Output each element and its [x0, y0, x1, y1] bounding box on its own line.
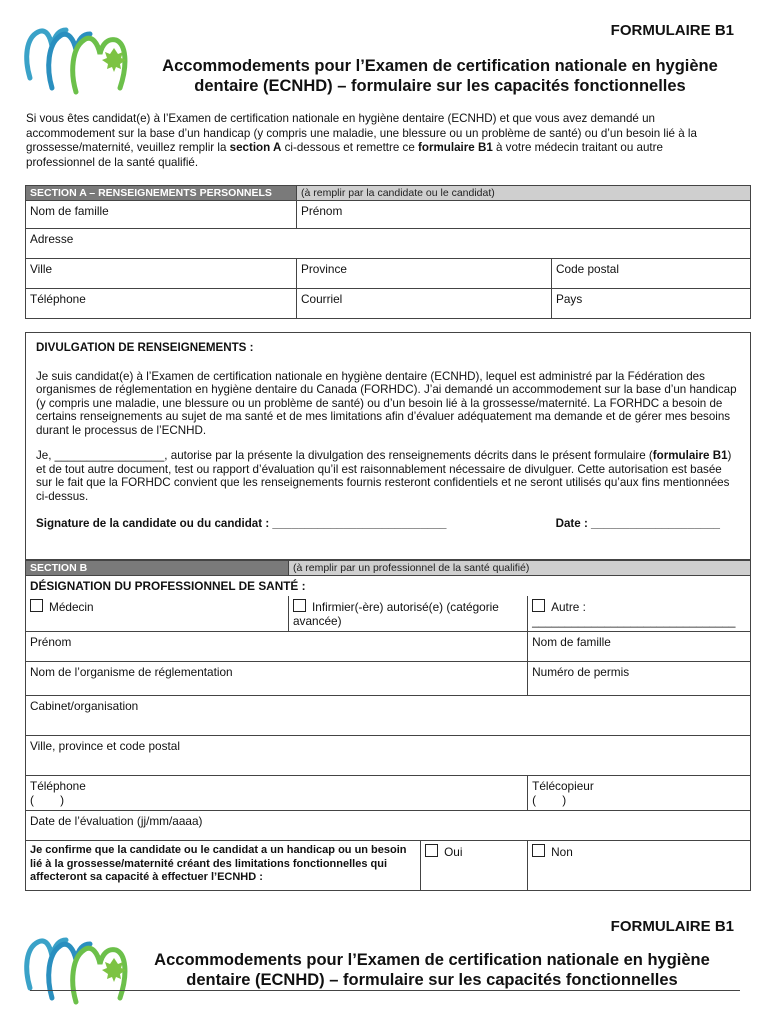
divulgation-heading: DIVULGATION DE RENSEIGNEMENTS : — [36, 341, 254, 354]
divulgation-form-b1: formulaire B1 — [652, 449, 728, 462]
adresse-field[interactable] — [26, 229, 751, 259]
courriel-field[interactable] — [297, 289, 552, 319]
prenom-field[interactable] — [297, 201, 751, 229]
prenom-label: Prénom — [301, 204, 343, 218]
tooth-maple-logo-page-2 — [22, 928, 146, 1006]
section-a-note: (à remplir par la candidate ou le candidat) — [297, 186, 751, 201]
intro-text-3: à votre médecin traitant ou autre professionnel de la santé qualifié. — [26, 141, 663, 169]
courriel-label: Courriel — [301, 292, 343, 306]
adresse-label: Adresse — [30, 232, 74, 246]
non-label: Non — [551, 845, 573, 859]
oui-label: Oui — [444, 845, 463, 859]
title-line-2: dentaire (ECNHD) – formulaire sur les capacités fonctionnelles — [194, 77, 686, 95]
medecin-label: Médecin — [49, 600, 94, 614]
oui-checkbox[interactable] — [425, 844, 438, 857]
cabinet-field[interactable] — [26, 696, 751, 736]
ville-label: Ville — [30, 262, 53, 276]
organisme-field[interactable] — [26, 662, 528, 696]
section-a-table — [25, 185, 751, 319]
ville-province-label: Ville, province et code postal — [30, 739, 180, 753]
form-id-page-2: FORMULAIRE B1 — [610, 918, 734, 935]
ville-field[interactable] — [26, 259, 297, 289]
organisme-label: Nom de l’organisme de réglementation — [30, 665, 233, 679]
infirmier-checkbox[interactable] — [293, 599, 306, 612]
option-oui[interactable] — [421, 841, 528, 891]
telecopieur-area: ( ) — [532, 793, 567, 807]
ville-province-field[interactable] — [26, 736, 751, 776]
section-b-table — [25, 560, 751, 891]
pays-field[interactable] — [552, 289, 751, 319]
b-telephone-label: Téléphone — [30, 779, 86, 793]
autre-label: Autre : _______________________________ — [532, 600, 736, 628]
telecopieur-label: Télécopieur — [532, 779, 594, 793]
b-prenom-field[interactable] — [26, 632, 528, 662]
b-telephone-field[interactable] — [26, 776, 528, 811]
b-prenom-label: Prénom — [30, 635, 72, 649]
divulgation-para-2a: Je, _________________, autorise par la présente la divulgation des renseignements décrits dans le présent formulaire ( — [36, 449, 653, 462]
title-line-1: Accommodements pour l’Examen de certification nationale en hygiène — [162, 57, 718, 75]
signature-row — [36, 517, 740, 531]
title-line-2-page-2: dentaire (ECNHD) – formulaire sur les capacités fonctionnelles — [186, 971, 678, 989]
medecin-checkbox[interactable] — [30, 599, 43, 612]
province-label: Province — [301, 262, 347, 276]
confirm-statement: Je confirme que la candidate ou le candidat a un handicap ou un besoin lié à la grossesse/maternité créant des limitations fonctionnelles qui affecteront sa capacité à effectuer l’ECNHD : — [26, 841, 421, 891]
intro-text-2: ci-dessous et remettre ce — [284, 141, 415, 154]
b-nom-famille-field[interactable] — [528, 632, 751, 662]
intro-form-b1: formulaire B1 — [418, 141, 493, 154]
divulgation-para-1: Je suis candidat(e) à l’Examen de certification nationale en hygiène dentaire (ECNHD), lequel est administré par la Fédération des organismes de réglementation en hygiène dentaire du Canada (FORHDC). J’ai demandé un accommodement sur la base d’un handicap (y compris une maladie, une blessure ou un problème de santé) ou d’un besoin lié à la grossesse/maternité. La FORHDC a besoin de certains renseignements au sujet de ma santé et de mes limitations afin d’évaluer adéquatement ma demande et de gérer mes besoins durant le processus de l’ECNHD. — [36, 369, 737, 437]
infirmier-label: Infirmier(-ère) autorisé(e) (catégorie avancée) — [293, 600, 499, 628]
option-medecin[interactable] — [26, 596, 289, 632]
section-b-note: (à remplir par un professionnel de la santé qualifié) — [289, 561, 751, 576]
pays-label: Pays — [556, 292, 583, 306]
permis-label: Numéro de permis — [532, 665, 630, 679]
b-telephone-area: ( ) — [30, 793, 65, 807]
province-field[interactable] — [297, 259, 552, 289]
intro-paragraph — [26, 112, 722, 170]
divulgation-para-2 — [36, 449, 740, 503]
intro-section-a: section A — [229, 141, 282, 154]
document-title-page-2 — [132, 950, 732, 990]
telephone-label: Téléphone — [30, 292, 86, 306]
tooth-maple-logo — [22, 18, 146, 96]
nom-famille-field[interactable] — [26, 201, 297, 229]
nom-famille-label: Nom de famille — [30, 204, 109, 218]
date-evaluation-label: Date de l’évaluation (jj/mm/aaaa) — [30, 814, 203, 828]
title-underline — [30, 990, 740, 991]
non-checkbox[interactable] — [532, 844, 545, 857]
designation-heading: DÉSIGNATION DU PROFESSIONNEL DE SANTÉ : — [26, 576, 751, 597]
divulgation-box — [25, 332, 751, 560]
telephone-field[interactable] — [26, 289, 297, 319]
option-infirmier[interactable] — [289, 596, 528, 632]
telecopieur-field[interactable] — [528, 776, 751, 811]
document-title — [140, 56, 740, 96]
code-postal-field[interactable] — [552, 259, 751, 289]
cabinet-label: Cabinet/organisation — [30, 699, 139, 713]
b-nom-famille-label: Nom de famille — [532, 635, 611, 649]
code-postal-label: Code postal — [556, 262, 619, 276]
section-a-heading: SECTION A – RENSEIGNEMENTS PERSONNELS — [26, 186, 297, 201]
section-b-heading: SECTION B — [26, 561, 289, 576]
signature-line[interactable]: Signature de la candidate ou du candidat : ___________________________ — [36, 517, 447, 530]
title-line-1-page-2: Accommodements pour l’Examen de certification nationale en hygiène — [154, 951, 710, 969]
permis-field[interactable] — [528, 662, 751, 696]
option-non[interactable] — [528, 841, 751, 891]
autre-checkbox[interactable] — [532, 599, 545, 612]
divulgation-para-2b: ) et de tout autre document, test ou rapport d’évaluation qu’il est raisonnablement nécessaire de divulguer. Cette autorisation est basée sur le fait que la FORHDC convient que les renseignements fournis resteront confidentiels et ne seront utilisés qu’aux fins mentionnées ci-dessus. — [36, 449, 732, 503]
form-id: FORMULAIRE B1 — [610, 22, 734, 39]
option-autre[interactable] — [528, 596, 751, 632]
intro-text-1: Si vous êtes candidat(e) à l’Examen de certification nationale en hygiène dentaire (ECNHD) et que vous avez demandé un accommodement sur la base d’un handicap (y compris une maladie, une blessure ou un problème de santé) ou d’un besoin lié à la grossesse/maternité, veuillez remplir la — [26, 112, 697, 154]
date-evaluation-field[interactable] — [26, 811, 751, 841]
date-line[interactable]: Date : ____________________ — [555, 517, 720, 530]
